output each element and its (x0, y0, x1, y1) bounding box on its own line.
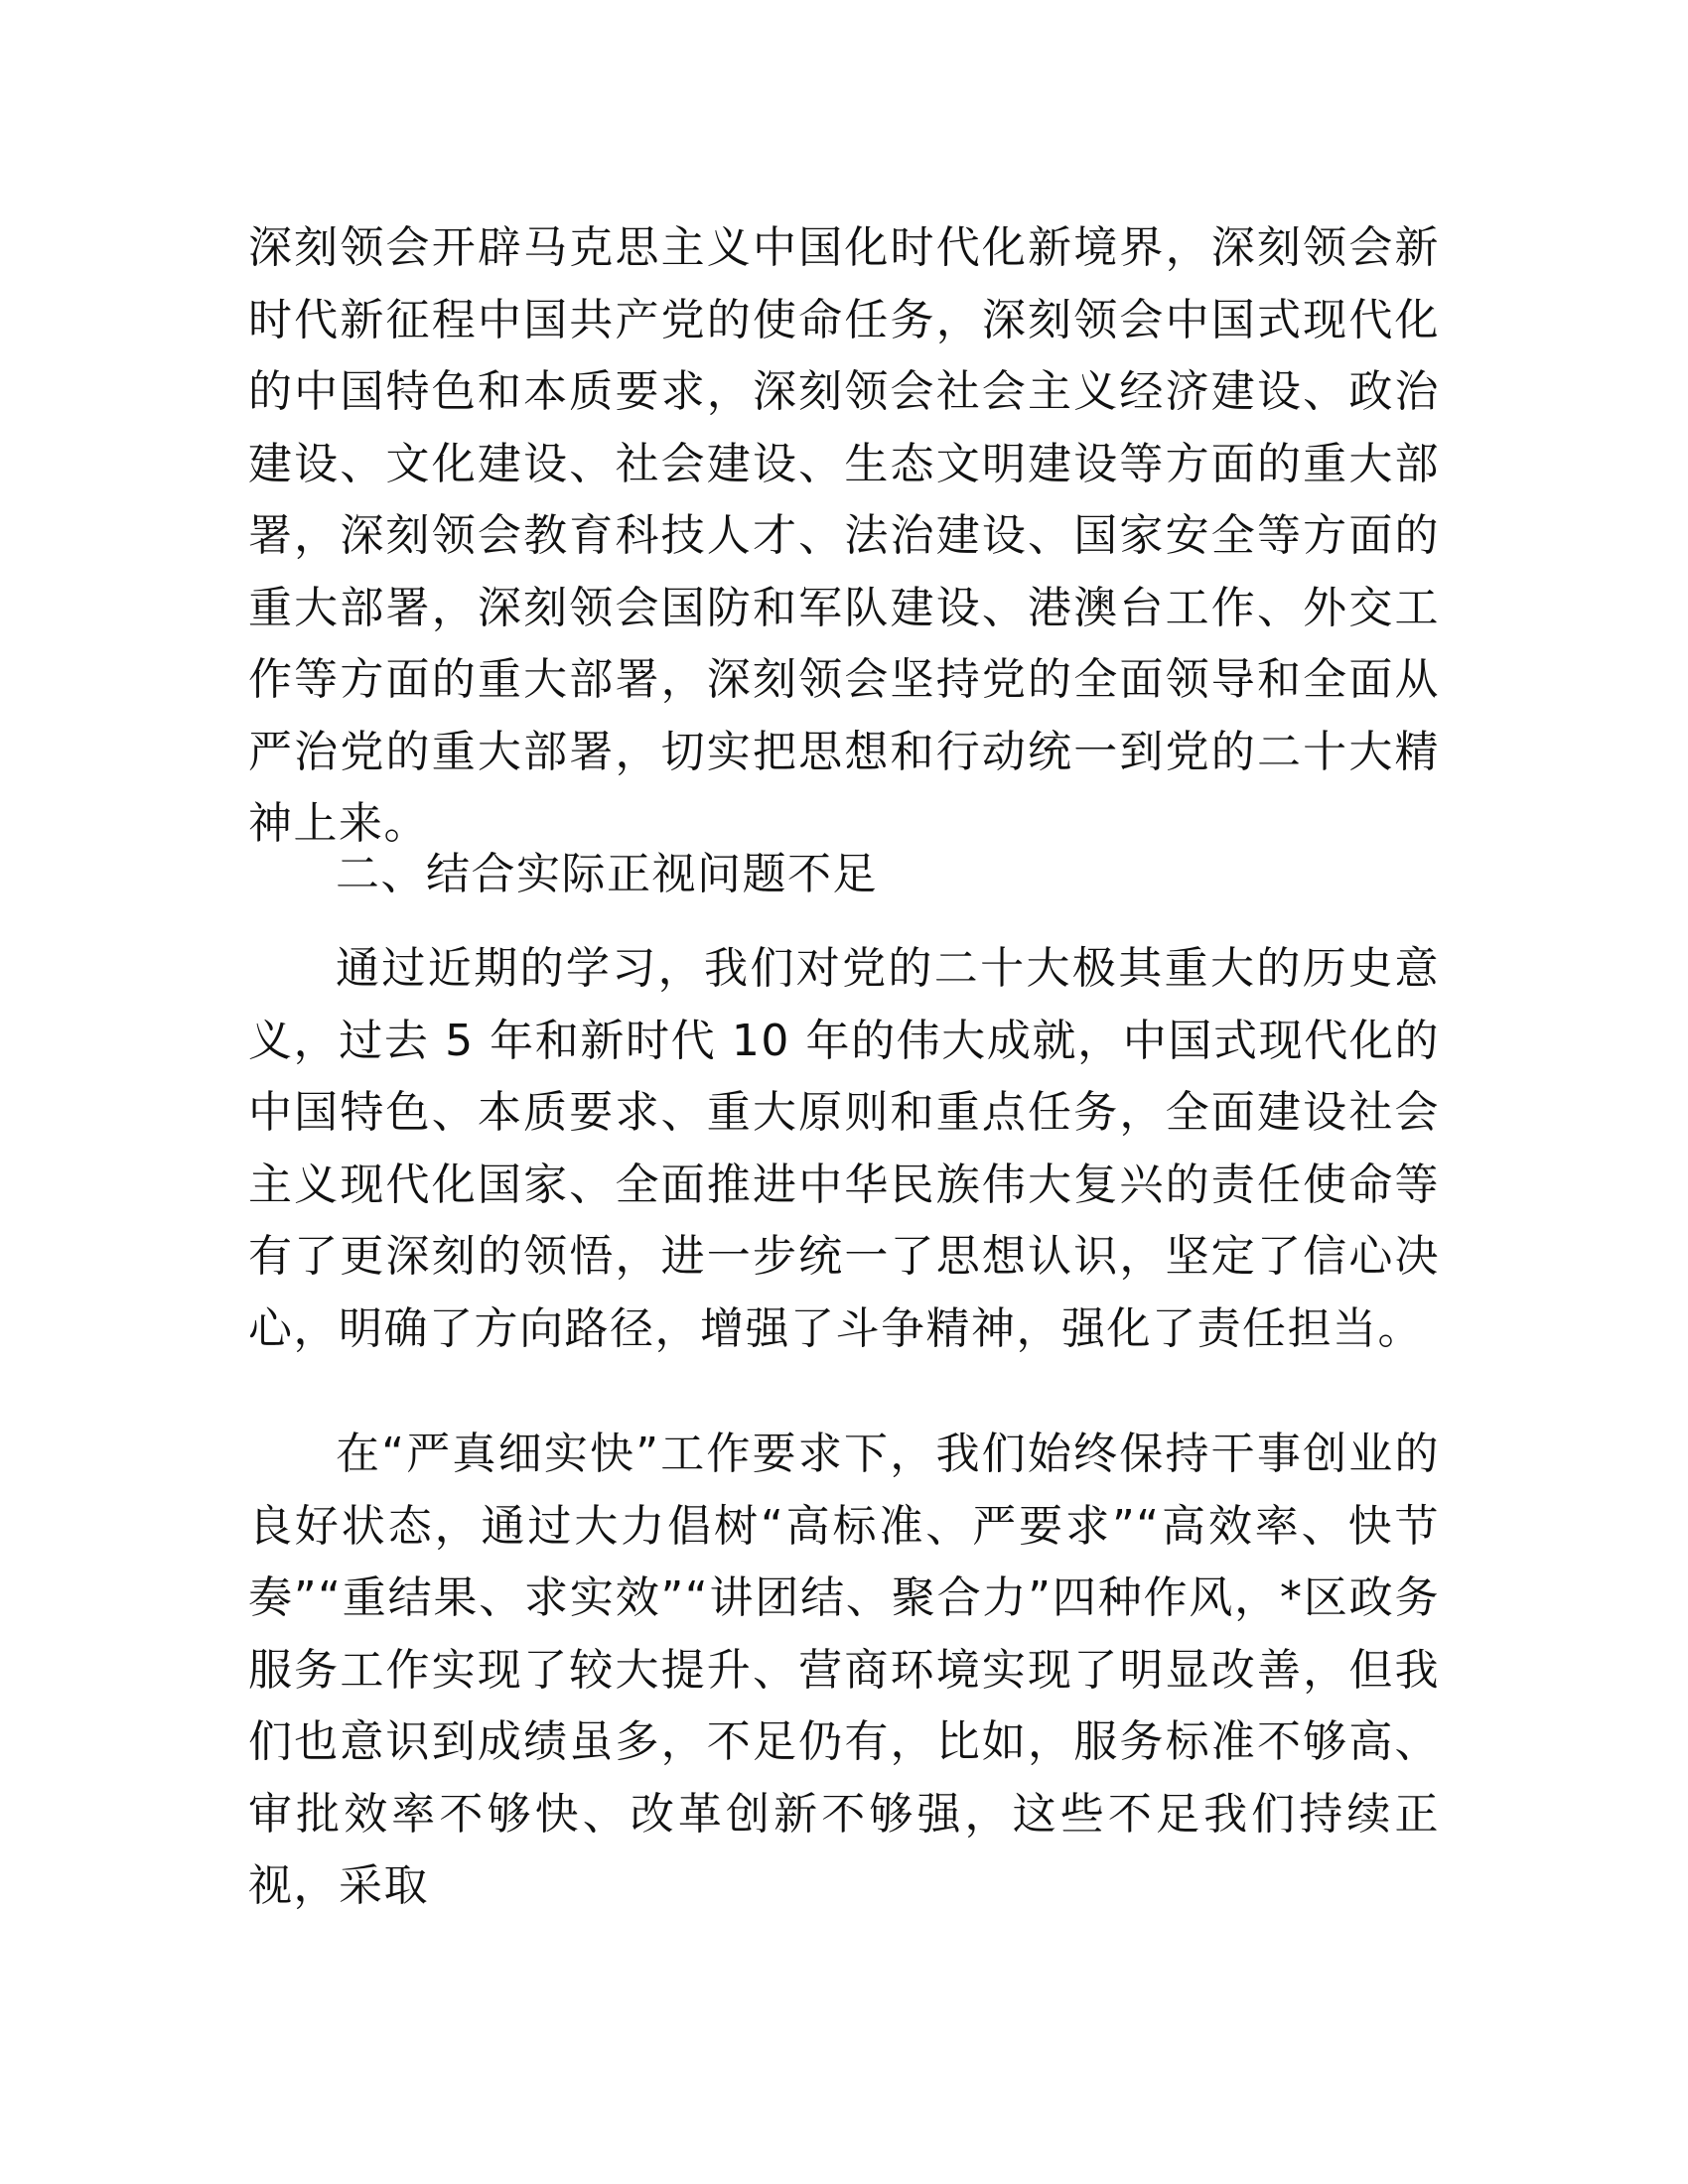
paragraph-text: 通过近期的学习，我们对党的二十大极其重大的历史意义，过去 5 年和新时代 10 年的伟大成就，中国式现代化的中国特色、本质要求、重大原则和重点任务，全面建设社会主义现代化国家、全面推进中华民族伟大复兴的责任使命等有了更深刻的领悟，进一步统一了思想认识，坚定了信心决心，明确了方向路径，增强了斗争精神，强化了责任担当。 (248, 943, 1440, 1354)
body-paragraph (248, 1419, 1440, 1923)
paragraph-text: 深刻领会开辟马克思主义中国化时代化新境界，深刻领会新时代新征程中国共产党的使命任务，深刻领会中国式现代化的中国特色和本质要求，深刻领会社会主义经济建设、政治建设、文化建设、社会建设、生态文明建设等方面的重大部署，深刻领会教育科技人才、法治建设、国家安全等方面的重大部署，深刻领会国防和军队建设、港澳台工作、外交工作等方面的重大部署，深刻领会坚持党的全面领导和全面从严治党的重大部署，切实把思想和行动统一到党的二十大精神上来。 (248, 222, 1440, 849)
paragraph-text: 在“严真细实快”工作要求下，我们始终保持干事创业的良好状态，通过大力倡树“高标准、严要求”“高效率、快节奏”“重结果、求实效”“讲团结、聚合力”四种作风，*区政务服务工作实现了较大提升、营商环境实现了明显改善，但我们也意识到成绩虽多，不足仍有，比如，服务标准不够高、审批效率不够快、改革创新不够强，这些不足我们持续正视，采取 (248, 1429, 1440, 1911)
body-paragraph (248, 933, 1440, 1365)
body-paragraph-continued (248, 212, 1440, 861)
section-heading (248, 839, 1440, 911)
heading-text: 二、结合实际正视问题不足 (336, 849, 878, 899)
